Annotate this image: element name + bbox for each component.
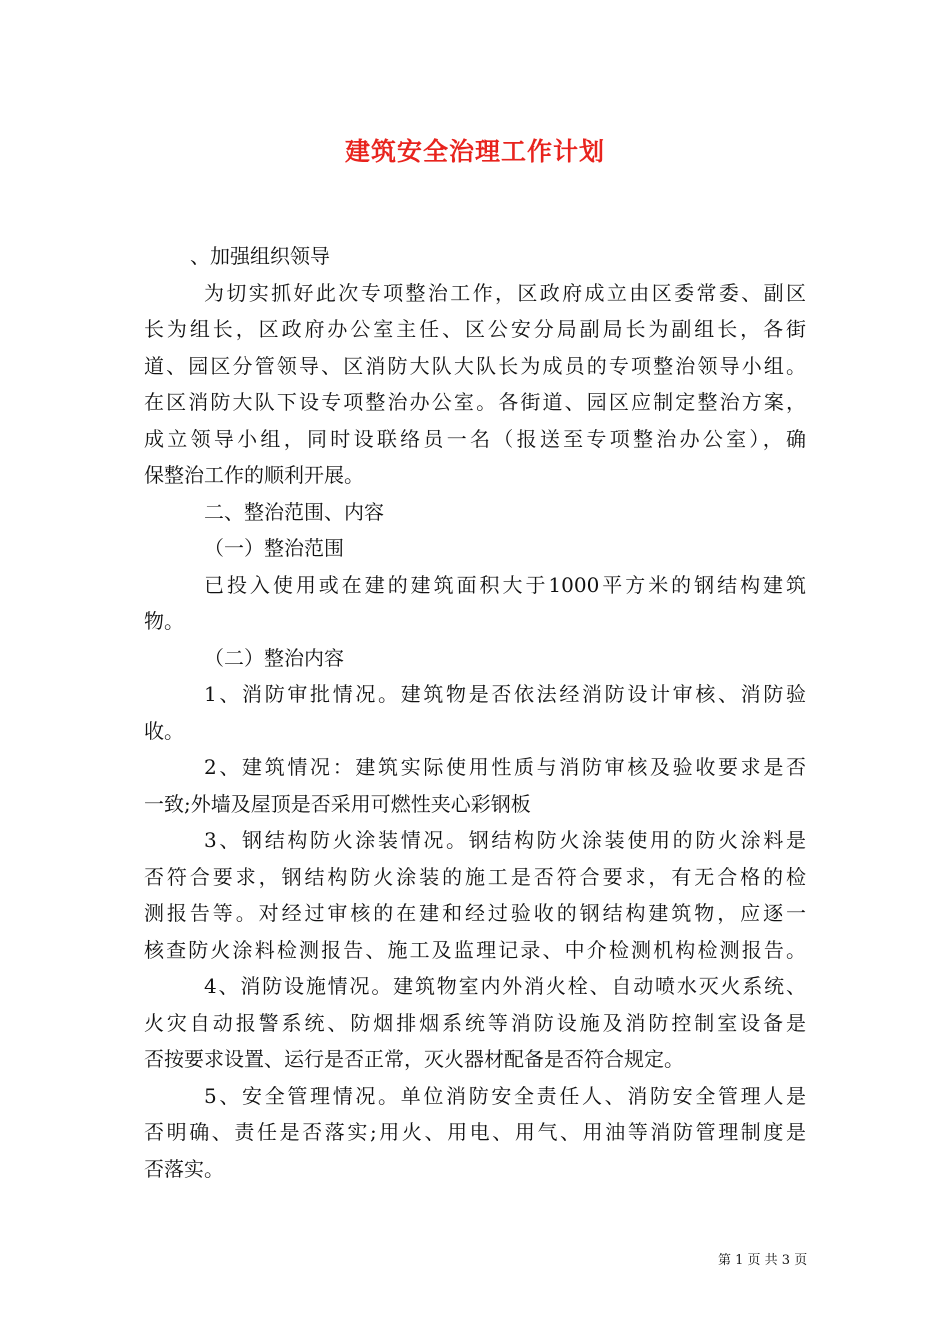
body-line: （二）整治内容 [204,645,344,670]
body-line: 测报告等。对经过审核的在建和经过验收的钢结构建筑物，应逐一 [144,901,806,925]
body-line: 在区消防大队下设专项整治办公室。各街道、园区应制定整治方案， [144,390,806,414]
body-line: 为切实抓好此次专项整治工作，区政府成立由区委常委、副区 [204,280,806,305]
body-line: （一）整治范围 [204,536,344,560]
body-line: 否按要求设置、运行是否正常，灭火器材配备是否符合规定。 [144,1047,684,1071]
body-line: 二、整治范围、内容 [204,499,384,524]
body-line: 3、钢结构防火涂装情况。钢结构防火涂装使用的防火涂料是 [204,828,806,852]
body-line: 否明确、责任是否落实;用火、用电、用气、用油等消防管理制度是 [144,1120,806,1144]
body-line: 1、消防审批情况。建筑物是否依法经消防设计审核、消防验 [204,682,806,706]
body-line: 5、安全管理情况。单位消防安全责任人、消防安全管理人是 [204,1083,806,1108]
body-line: 收。 [144,718,184,743]
document-body [144,238,806,1187]
body-line: 火灾自动报警系统、防烟排烟系统等消防设施及消防控制室设备是 [144,1010,806,1035]
body-line: 长为组长，区政府办公室主任、区公安分局副局长为副组长，各街 [144,317,806,341]
body-line: 2、建筑情况：建筑实际使用性质与消防审核及验收要求是否 [204,755,806,779]
body-line: 4、消防设施情况。建筑物室内外消火栓、自动喷水灭火系统、 [204,974,806,998]
body-line: 保整治工作的顺利开展。 [144,463,364,487]
body-line: 道、园区分管领导、区消防大队大队长为成员的专项整治领导小组。 [144,353,806,378]
document-title: 建筑安全治理工作计划 [344,137,605,166]
body-line: 、加强组织领导 [190,244,330,268]
body-line: 核查防火涂料检测报告、施工及监理记录、中介检测机构检测报告。 [144,937,806,962]
body-line: 否符合要求，钢结构防火涂装的施工是否符合要求，有无合格的检 [144,864,806,889]
body-line: 物。 [144,609,184,633]
body-line: 成立领导小组，同时设联络员一名（报送至专项整治办公室），确 [144,426,806,451]
body-line: 否落实。 [144,1156,224,1181]
page-number: 第 1 页 共 3 页 [718,1253,808,1268]
body-line: 一致;外墙及屋顶是否采用可燃性夹心彩钢板 [144,791,531,816]
body-line: 已投入使用或在建的建筑面积大于1000平方米的钢结构建筑 [204,572,806,597]
